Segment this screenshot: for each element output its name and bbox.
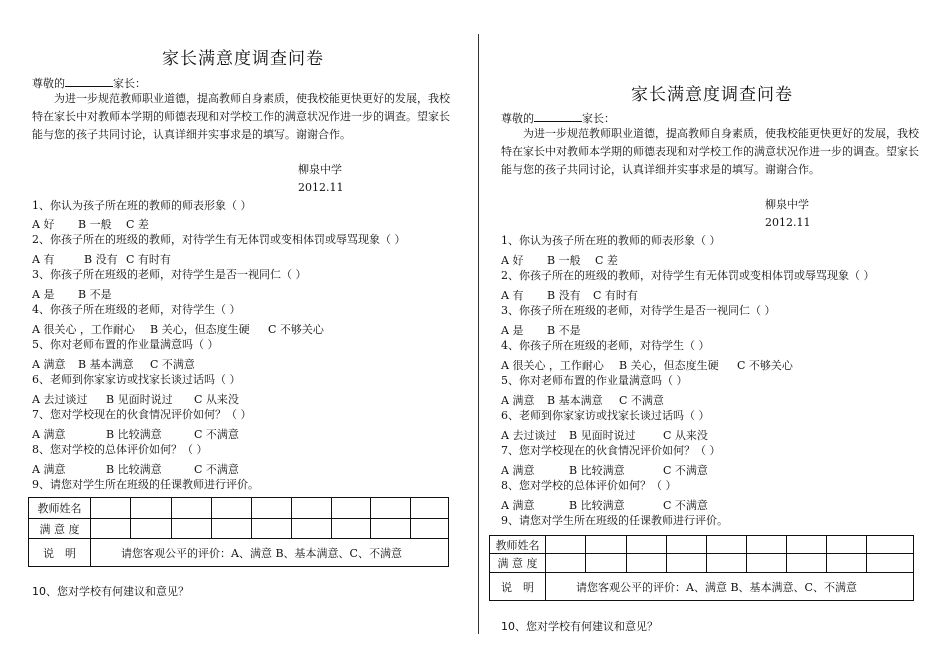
- satisfaction-cell[interactable]: [292, 519, 332, 539]
- survey-date: 2012.11: [298, 181, 344, 194]
- option-a: A 是: [32, 288, 55, 301]
- page-divider: [478, 34, 479, 634]
- questionnaire-left: [28, 0, 478, 672]
- note-row: [490, 573, 914, 601]
- option-a: A 满意: [501, 394, 535, 407]
- satisfaction-cell[interactable]: [787, 554, 827, 573]
- teacher-name-cell[interactable]: [787, 536, 827, 554]
- option-b: B 一般: [547, 254, 581, 267]
- teacher-name-cell[interactable]: [212, 498, 252, 519]
- option-c: C 不满意: [194, 463, 239, 476]
- teacher-name-cell[interactable]: [292, 498, 332, 519]
- satisfaction-cell[interactable]: [332, 519, 371, 539]
- satisfaction-cell[interactable]: [546, 554, 586, 573]
- option-c: C 不满意: [150, 358, 195, 371]
- note-label: 说 明: [490, 573, 546, 601]
- option-a: A 是: [501, 324, 524, 337]
- school-name: 柳泉中学: [298, 163, 342, 176]
- teacher-name-cell[interactable]: [411, 498, 449, 519]
- teacher-name-row: [490, 536, 914, 554]
- note-row: [29, 539, 449, 567]
- option-a: A 满意: [501, 464, 535, 477]
- question-5: 5、你对老师布置的作业量满意吗（ ）: [501, 374, 688, 387]
- option-b: B 关心，但态度生硬: [150, 323, 250, 336]
- satisfaction-cell[interactable]: [707, 554, 747, 573]
- satisfaction-cell[interactable]: [212, 519, 252, 539]
- question-7: 7、您对学校现在的伙食情况评价如何？（ ）: [32, 408, 252, 421]
- satisfaction-cell[interactable]: [131, 519, 172, 539]
- question-9: 9、请您对学生所在班级的任课教师进行评价。: [32, 478, 259, 491]
- school-name: 柳泉中学: [765, 198, 809, 211]
- question-5: 5、你对老师布置的作业量满意吗（ ）: [32, 338, 219, 351]
- satisfaction-cell[interactable]: [411, 519, 449, 539]
- question-4: 4、你孩子所在班级的老师，对待学生（ ）: [32, 303, 241, 316]
- option-c: C 从来没: [663, 429, 708, 442]
- option-a: A 很关心 ，工作耐心: [501, 359, 604, 372]
- question-1: 1、你认为孩子所在班的教师的师表形象（ ）: [501, 234, 721, 247]
- teacher-evaluation-table: [28, 497, 449, 567]
- option-a: A 满意: [32, 463, 66, 476]
- satisfaction-cell[interactable]: [371, 519, 411, 539]
- option-b: B 见面时说过: [106, 393, 173, 406]
- question-3: 3、你孩子所在班级的老师，对待学生是否一视同仁（ ）: [501, 304, 776, 317]
- question-8: 8、您对学校的总体评价如何？（ ）: [501, 479, 677, 492]
- satisfaction-cell[interactable]: [827, 554, 867, 573]
- survey-date: 2012.11: [765, 216, 811, 229]
- questionnaire-right: [497, 0, 947, 672]
- option-b: B 没有: [547, 289, 581, 302]
- satisfaction-cell[interactable]: [172, 519, 212, 539]
- teacher-name-cell[interactable]: [546, 536, 586, 554]
- question-9: 9、请您对学生所在班级的任课教师进行评价。: [501, 514, 728, 527]
- question-2: 2、你孩子所在的班级的教师，对待学生有无体罚或变相体罚或辱骂现象（ ）: [501, 269, 875, 282]
- question-3: 3、你孩子所在班级的老师，对待学生是否一视同仁（ ）: [32, 268, 307, 281]
- parent-name-blank: [65, 76, 113, 87]
- option-a: A 满意: [501, 499, 535, 512]
- satisfaction-cell[interactable]: [747, 554, 787, 573]
- teacher-name-cell[interactable]: [627, 536, 667, 554]
- option-b: B 比较满意: [106, 428, 162, 441]
- option-b: B 见面时说过: [569, 429, 636, 442]
- teacher-name-row: [29, 498, 449, 519]
- satisfaction-cell[interactable]: [627, 554, 667, 573]
- option-a: A 去过谈过: [501, 429, 557, 442]
- option-c: C 从来没: [194, 393, 239, 406]
- question-2: 2、你孩子所在的班级的教师，对待学生有无体罚或变相体罚或辱骂现象（ ）: [32, 233, 406, 246]
- question-10: 10、您对学校有何建议和意见？: [32, 585, 189, 598]
- option-c: C 不满意: [619, 394, 664, 407]
- option-c: C 不够关心: [737, 359, 793, 372]
- teacher-name-cell[interactable]: [252, 498, 292, 519]
- option-a: A 去过谈过: [32, 393, 88, 406]
- option-a: A 有: [501, 289, 524, 302]
- teacher-name-cell[interactable]: [371, 498, 411, 519]
- teacher-name-cell[interactable]: [827, 536, 867, 554]
- teacher-evaluation-table: [489, 535, 914, 601]
- parent-name-blank: [534, 111, 582, 122]
- greeting-prefix: 尊敬的: [501, 112, 534, 125]
- note-text: 请您客观公平的评价：A、满意 B、基本满意、C、不满意: [91, 539, 449, 567]
- teacher-name-cell[interactable]: [91, 498, 131, 519]
- intro-paragraph: 为进一步规范教师职业道德，提高教师自身素质，使我校能更快更好的发展，我校特在家长中对教师本学期的师德表现和对学校工作的满意状况作进一步的调查。望家长能与您的孩子共同讨论，认真详细并实事求是的填写。谢谢合作。: [32, 92, 450, 141]
- option-c: C 不够关心: [268, 323, 324, 336]
- option-a: A 满意: [32, 358, 66, 371]
- intro-paragraph: 为进一步规范教师职业道德，提高教师自身素质，使我校能更快更好的发展，我校特在家长中对教师本学期的师德表现和对学校工作的满意状况作进一步的调查。望家长能与您的孩子共同讨论，认真详细并实事求是的填写。谢谢合作。: [501, 127, 919, 176]
- question-7: 7、您对学校现在的伙食情况评价如何？（ ）: [501, 444, 721, 457]
- teacher-name-cell[interactable]: [667, 536, 707, 554]
- satisfaction-cell[interactable]: [91, 519, 131, 539]
- option-a: A 好: [32, 218, 55, 231]
- question-6: 6、老师到你家家访或找家长谈过话吗（ ）: [501, 409, 710, 422]
- question-4: 4、你孩子所在班级的老师，对待学生（ ）: [501, 339, 710, 352]
- option-b: B 不是: [547, 324, 581, 337]
- teacher-name-cell[interactable]: [172, 498, 212, 519]
- greeting-suffix: 家长：: [582, 112, 615, 125]
- teacher-name-cell[interactable]: [707, 536, 747, 554]
- satisfaction-row: [490, 554, 914, 573]
- option-b: B 比较满意: [569, 499, 625, 512]
- satisfaction-cell[interactable]: [586, 554, 627, 573]
- option-b: B 基本满意: [78, 358, 134, 371]
- teacher-name-cell[interactable]: [332, 498, 371, 519]
- question-6: 6、老师到你家家访或找家长谈过话吗（ ）: [32, 373, 241, 386]
- satisfaction-cell[interactable]: [667, 554, 707, 573]
- option-b: B 没有: [84, 253, 118, 266]
- option-c: C 有时有: [126, 253, 171, 266]
- question-8: 8、您对学校的总体评价如何？（ ）: [32, 443, 208, 456]
- option-c: C 不满意: [663, 464, 708, 477]
- option-c: C 不满意: [194, 428, 239, 441]
- greeting-suffix: 家长：: [113, 77, 146, 90]
- option-b: B 比较满意: [569, 464, 625, 477]
- page-title: 家长满意度调查问卷: [162, 49, 324, 69]
- option-c: C 有时有: [593, 289, 638, 302]
- satisfaction-cell[interactable]: [252, 519, 292, 539]
- page-title: 家长满意度调查问卷: [631, 85, 793, 105]
- option-c: C 不满意: [663, 499, 708, 512]
- greeting-prefix: 尊敬的: [32, 77, 65, 90]
- option-c: C 差: [126, 218, 149, 231]
- option-b: B 比较满意: [106, 463, 162, 476]
- option-a: A 好: [501, 254, 524, 267]
- option-b: B 基本满意: [547, 394, 603, 407]
- teacher-name-label: 教师姓名: [29, 498, 91, 519]
- option-b: B 关心，但态度生硬: [619, 359, 719, 372]
- teacher-name-cell[interactable]: [586, 536, 627, 554]
- satisfaction-label: 满 意 度: [490, 554, 546, 573]
- option-b: B 一般: [78, 218, 112, 231]
- greeting: [501, 111, 615, 125]
- satisfaction-cell[interactable]: [867, 554, 914, 573]
- greeting: [32, 76, 146, 90]
- question-10: 10、您对学校有何建议和意见？: [501, 620, 658, 633]
- teacher-name-cell[interactable]: [867, 536, 914, 554]
- teacher-name-cell[interactable]: [747, 536, 787, 554]
- satisfaction-label: 满 意 度: [29, 519, 91, 539]
- option-b: B 不是: [78, 288, 112, 301]
- note-text: 请您客观公平的评价：A、满意 B、基本满意、C、不满意: [546, 573, 914, 601]
- question-1: 1、你认为孩子所在班的教师的师表形象（ ）: [32, 199, 252, 212]
- option-a: A 很关心 ，工作耐心: [32, 323, 135, 336]
- option-a: A 满意: [32, 428, 66, 441]
- teacher-name-cell[interactable]: [131, 498, 172, 519]
- teacher-name-label: 教师姓名: [490, 536, 546, 554]
- option-a: A 有: [32, 253, 55, 266]
- option-c: C 差: [595, 254, 618, 267]
- note-label: 说 明: [29, 539, 91, 567]
- satisfaction-row: [29, 519, 449, 539]
